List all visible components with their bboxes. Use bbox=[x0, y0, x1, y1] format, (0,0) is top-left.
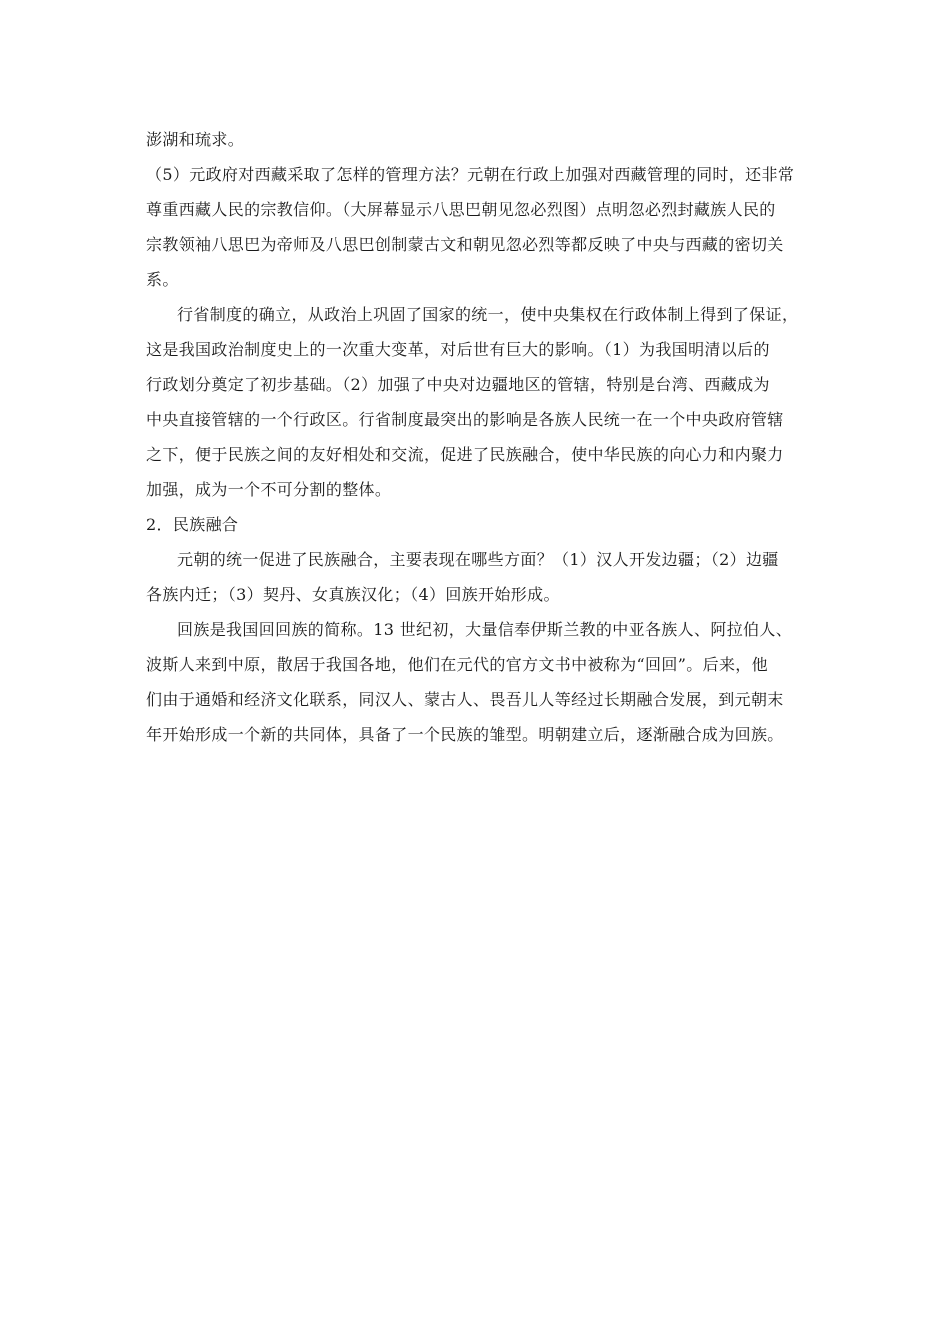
text-line: 系。 bbox=[146, 270, 179, 289]
text-line: 澎湖和琉求。 bbox=[146, 130, 245, 149]
text-line: 尊重西藏人民的宗教信仰。（大屏幕显示八思巴朝见忽必烈图）点明忽必烈封藏族人民的 bbox=[146, 200, 776, 219]
text-line: 这是我国政治制度史上的一次重大变革，对后世有巨大的影响。（1）为我国明清以后的 bbox=[146, 340, 770, 359]
text-line: 波斯人来到中原，散居于我国各地，他们在元代的官方文书中被称为“回回”。后来，他 bbox=[146, 655, 769, 674]
text-line: 们由于通婚和经济文化联系，同汉人、蒙古人、畏吾儿人等经过长期融合发展，到元朝末 bbox=[146, 690, 784, 709]
text-line: 行省制度的确立，从政治上巩固了国家的统一，使中央集权在行政体制上得到了保证， bbox=[177, 305, 799, 324]
text-line: 年开始形成一个新的共同体，具备了一个民族的雏型。明朝建立后，逐渐融合成为回族。 bbox=[146, 725, 784, 744]
text-line: 行政划分奠定了初步基础。（2）加强了中央对边疆地区的管辖，特别是台湾、西藏成为 bbox=[146, 375, 770, 394]
text-line: 回族是我国回回族的简称。13 世纪初，大量信奉伊斯兰教的中亚各族人、阿拉伯人、 bbox=[177, 620, 793, 639]
section-heading: 2．民族融合 bbox=[146, 515, 239, 534]
text-line: 加强，成为一个不可分割的整体。 bbox=[146, 480, 392, 499]
text-line: 元朝的统一促进了民族融合，主要表现在哪些方面？（1）汉人开发边疆；（2）边疆 bbox=[177, 550, 779, 569]
text-line: （5）元政府对西藏采取了怎样的管理方法？元朝在行政上加强对西藏管理的同时，还非常 bbox=[146, 165, 795, 184]
text-line: 中央直接管辖的一个行政区。行省制度最突出的影响是各族人民统一在一个中央政府管辖 bbox=[146, 410, 784, 429]
text-line: 宗教领袖八思巴为帝师及八思巴创制蒙古文和朝见忽必烈等都反映了中央与西藏的密切关 bbox=[146, 235, 784, 254]
text-line: 各族内迁；（3）契丹、女真族汉化；（4）回族开始形成。 bbox=[146, 585, 560, 604]
text-line: 之下，便于民族之间的友好相处和交流，促进了民族融合，使中华民族的向心力和内聚力 bbox=[146, 445, 784, 464]
